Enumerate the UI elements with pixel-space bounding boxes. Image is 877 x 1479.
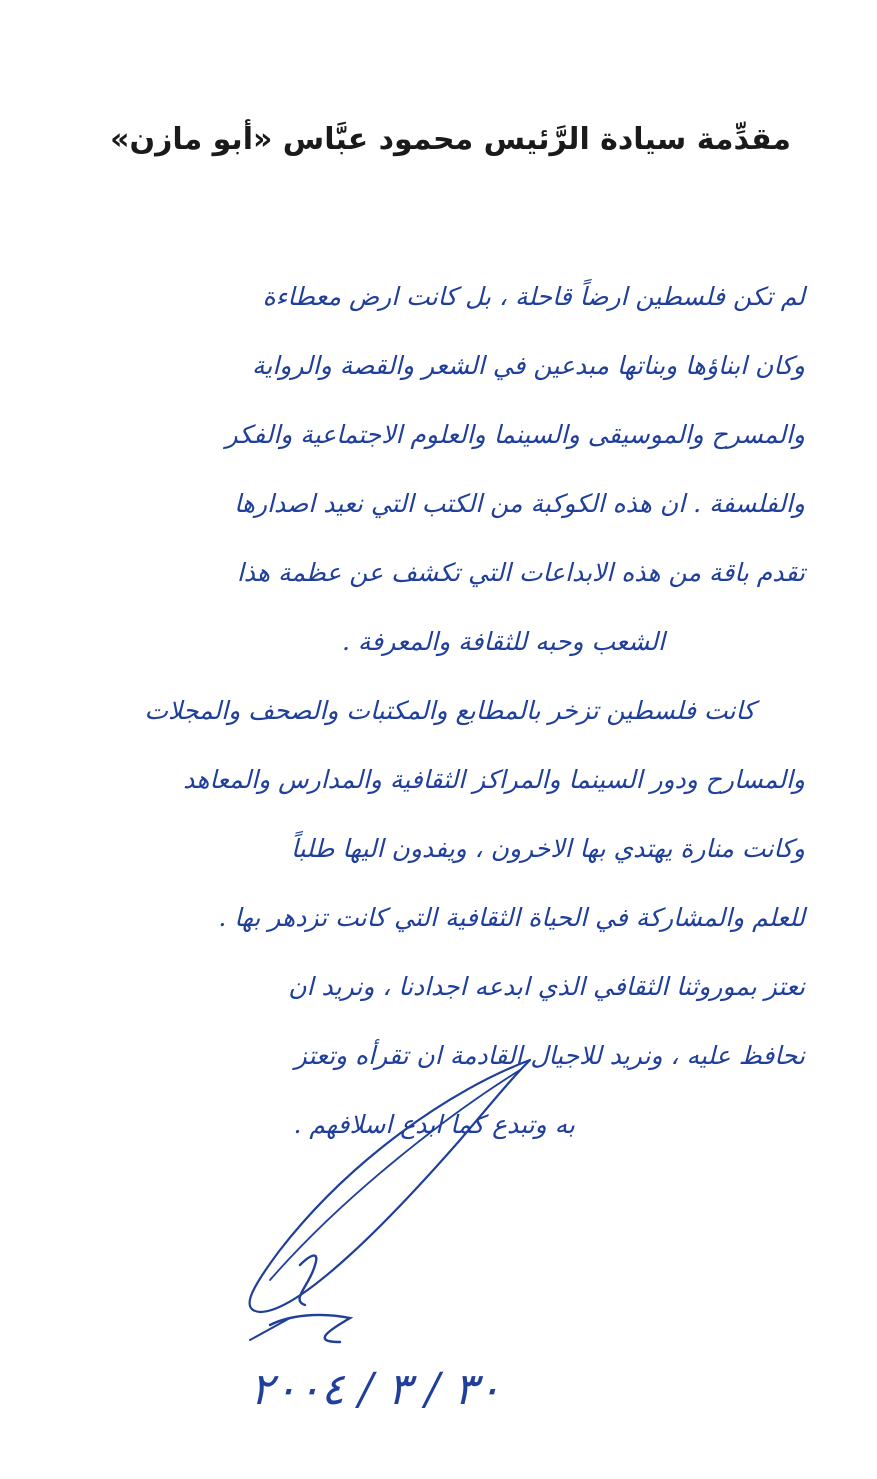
signature-icon xyxy=(230,1050,550,1350)
letter-line: الشعب وحبه للثقافة والمعرفة . xyxy=(341,627,665,656)
letter-line: نعتز بموروثنا الثقافي الذي ابدعه اجدادنا ، ونريد ان xyxy=(288,972,805,1001)
letter-line: وكان ابناؤها وبناتها مبدعين في الشعر والقصة والرواية xyxy=(251,351,805,380)
signature xyxy=(230,1050,550,1350)
page-title: مقدِّمة سيادة الرَّئيس محمود عبَّاس «أبو مازن» xyxy=(110,122,791,157)
signature-date: ٣٠ / ٣ / ٢٠٠٤ xyxy=(250,1364,502,1415)
letter-line: وكانت منارة يهتدي بها الاخرون ، ويفدون اليها طلباً xyxy=(291,834,805,863)
letter-line: والمسرح والموسيقى والسينما والعلوم الاجتماعية والفكر xyxy=(225,420,805,449)
letter-line: به وتبدع كما ابدع اسلافهم . xyxy=(293,1110,575,1139)
letter-line: والمسارح ودور السينما والمراكز الثقافية والمدارس والمعاهد xyxy=(183,765,805,794)
letter-line: والفلسفة . ان هذه الكوكبة من الكتب التي نعيد اصدارها xyxy=(234,489,805,518)
letter-line: لم تكن فلسطين ارضاً قاحلة ، بل كانت ارض معطاءة xyxy=(262,282,805,311)
letter-line: نحافظ عليه ، ونريد للاجيال القادمة ان تقرأه وتعتز xyxy=(294,1041,805,1070)
letter-line: كانت فلسطين تزخر بالمطابع والمكتبات والصحف والمجلات xyxy=(144,696,755,725)
handwritten-letter xyxy=(125,262,805,1159)
letter-line: تقدم باقة من هذه الابداعات التي تكشف عن عظمة هذا xyxy=(236,558,805,587)
letter-line: للعلم والمشاركة في الحياة الثقافية التي كانت تزدهر بها . xyxy=(218,903,805,932)
